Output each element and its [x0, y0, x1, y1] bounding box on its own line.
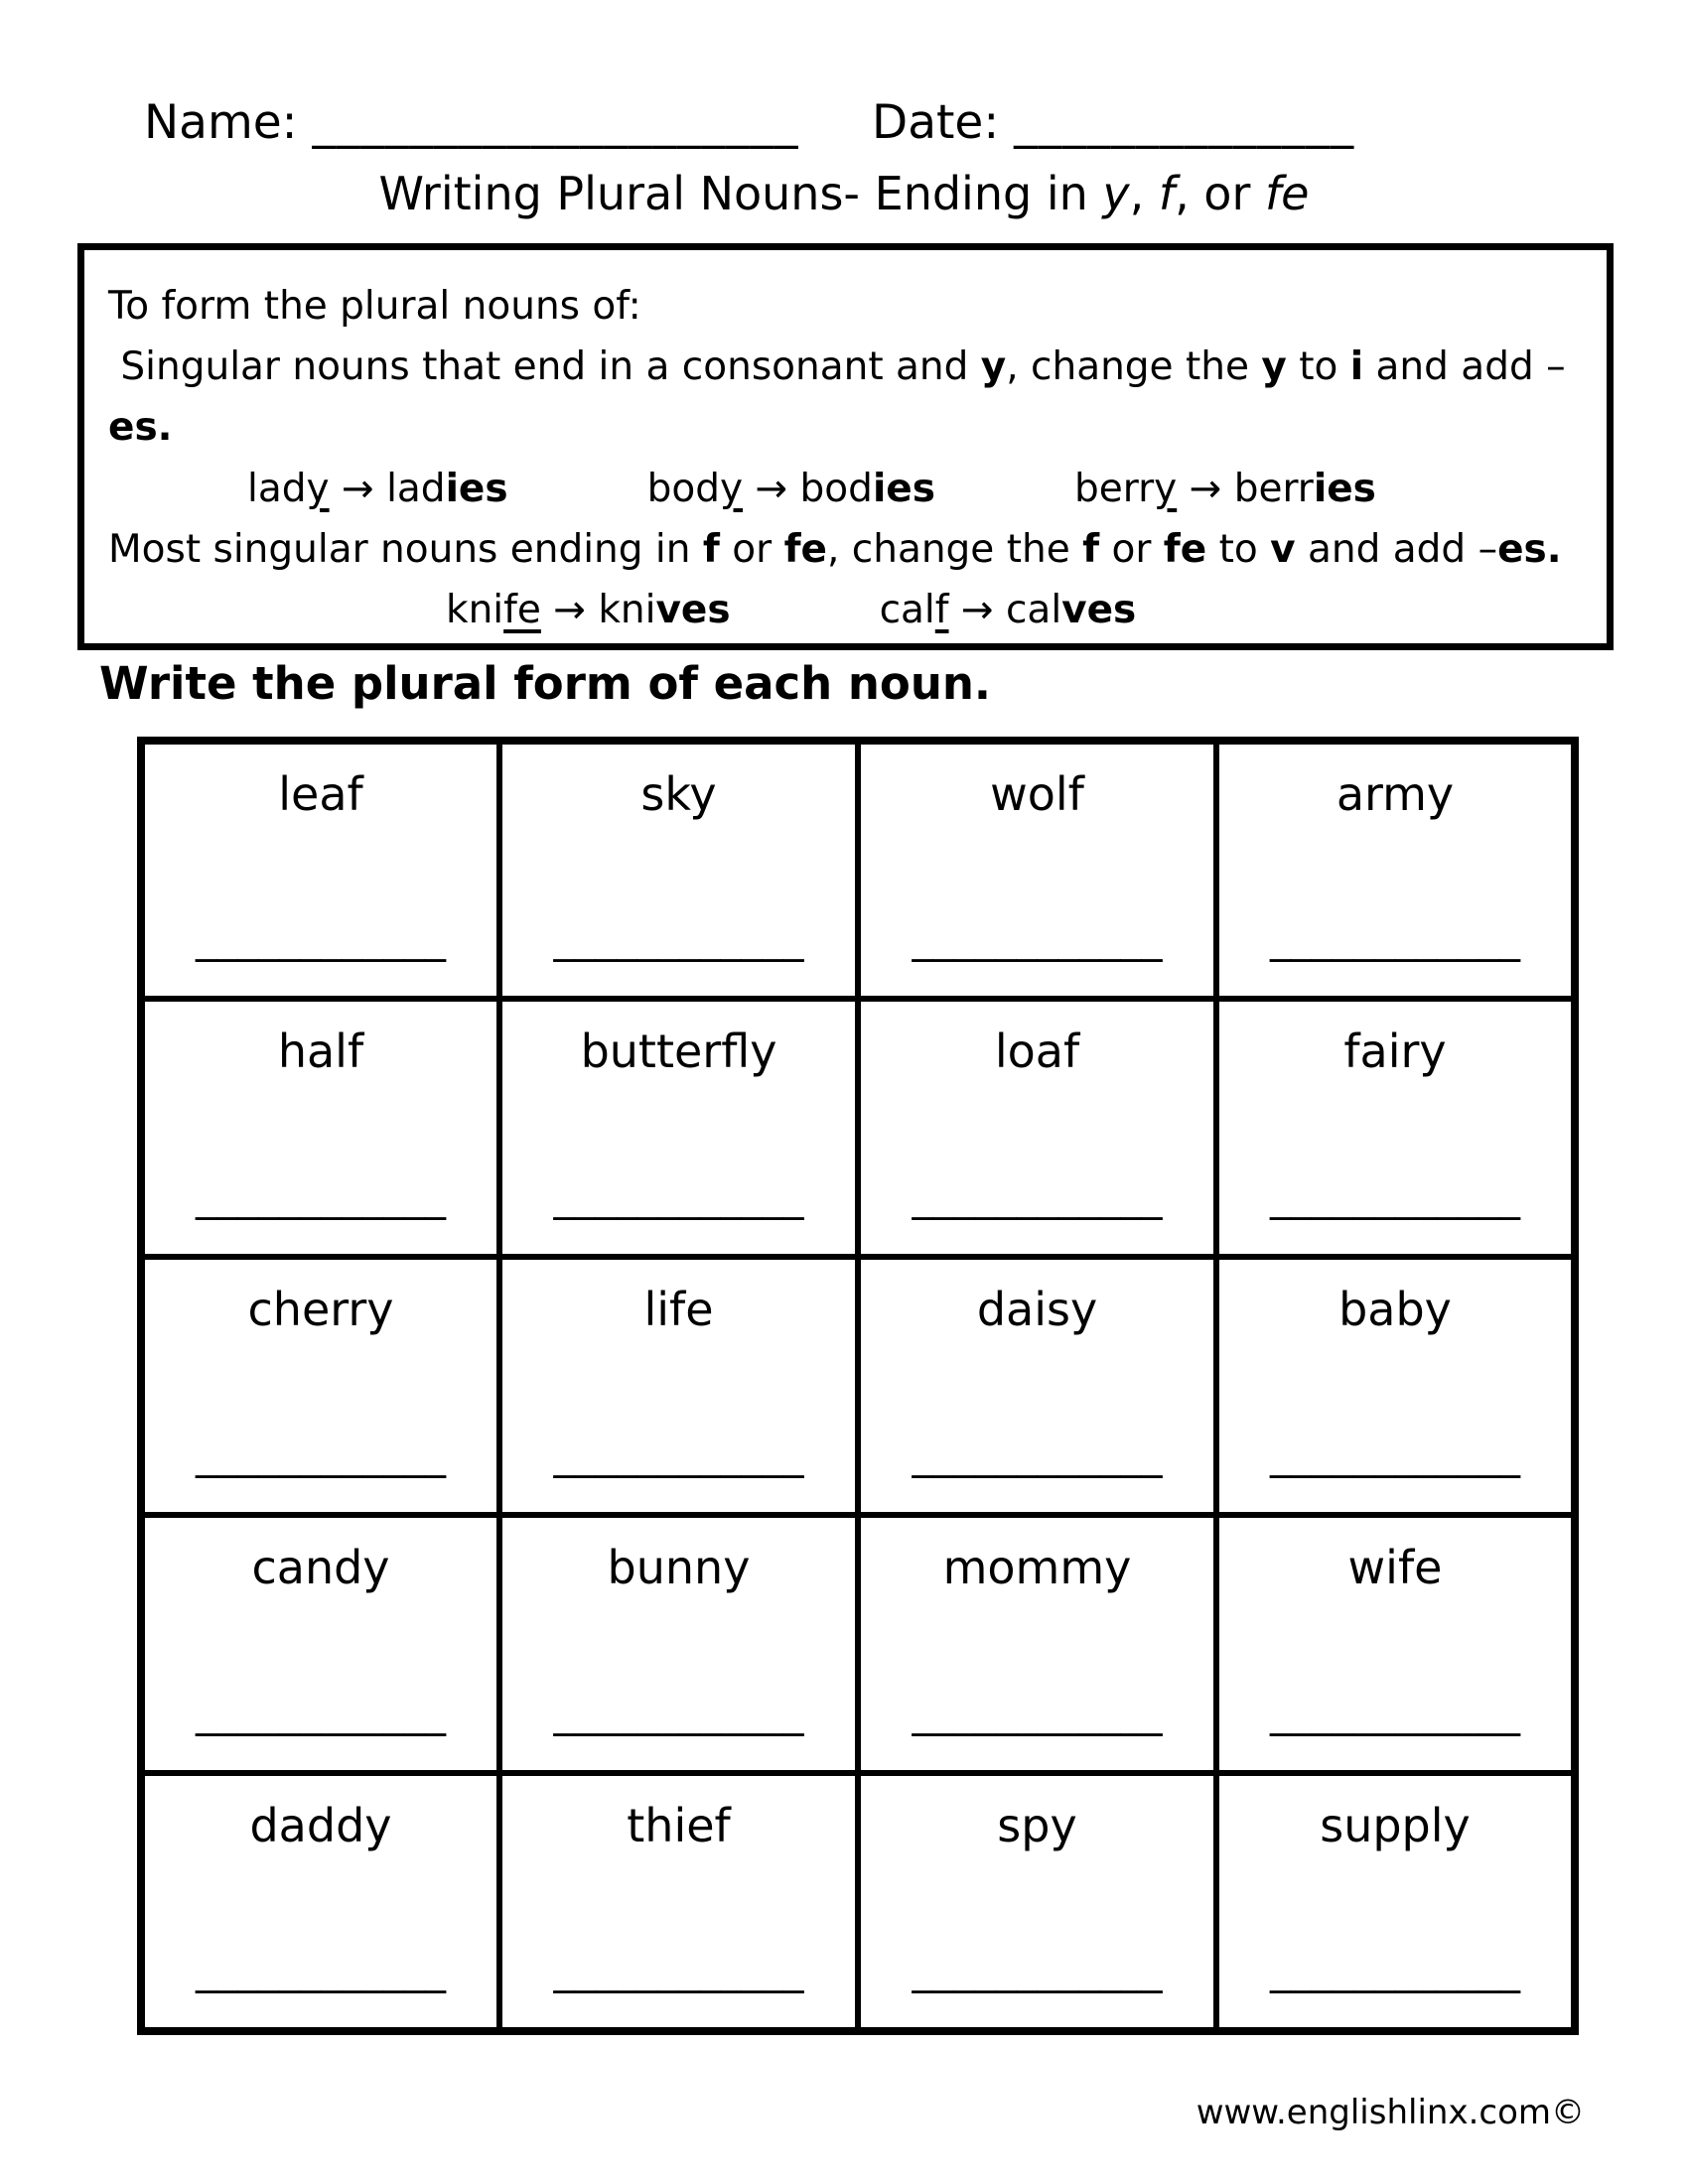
text-run: i — [1349, 344, 1364, 390]
text-run: f — [1158, 167, 1176, 220]
text-run: Singular nouns that end in a consonant and — [108, 344, 981, 390]
text-run: y — [719, 466, 744, 511]
noun-word: butterfly — [580, 1024, 777, 1078]
text-run: fe — [783, 526, 827, 572]
text-run: y — [306, 466, 330, 511]
name-label: Name: — [144, 95, 298, 150]
text-run: , — [1129, 167, 1159, 220]
noun-word: cherry — [247, 1283, 394, 1336]
answer-blank-line[interactable]: ____________ — [912, 1430, 1163, 1478]
text-run: f — [934, 588, 949, 633]
footer-credit: www.englishlinx.com© — [1196, 2093, 1585, 2132]
text-run: ies — [872, 466, 935, 511]
noun-cell — [141, 1257, 499, 1515]
noun-word: sky — [640, 767, 717, 821]
answer-blank-line[interactable]: ____________ — [912, 913, 1163, 962]
date-label: Date: — [872, 95, 1000, 150]
answer-blank-line[interactable]: ____________ — [553, 1171, 804, 1220]
noun-table-body — [141, 741, 1575, 2031]
answer-blank-line[interactable]: ____________ — [912, 1688, 1163, 1736]
text-run: , or — [1175, 167, 1265, 220]
text-run: → bod — [743, 466, 873, 511]
noun-word: spy — [997, 1799, 1077, 1852]
noun-word: life — [643, 1283, 714, 1336]
noun-cell — [499, 1515, 858, 1773]
text-run: and add – — [1295, 526, 1498, 572]
noun-cell — [1216, 1257, 1575, 1515]
text-run: , change the — [826, 526, 1083, 572]
rule-f-line — [108, 519, 1581, 580]
noun-word: candy — [251, 1541, 390, 1594]
noun-cell — [141, 1515, 499, 1773]
text-run: and add – — [1363, 344, 1566, 390]
noun-cell — [1216, 741, 1575, 999]
noun-cell — [1216, 999, 1575, 1257]
noun-word: loaf — [994, 1024, 1080, 1078]
answer-blank-line[interactable]: ____________ — [196, 913, 446, 962]
noun-word: wolf — [990, 767, 1084, 821]
noun-word: mommy — [942, 1541, 1132, 1594]
answer-blank-line[interactable]: ____________ — [196, 1171, 446, 1220]
text-run: ves — [655, 588, 731, 633]
answer-blank-line[interactable]: ____________ — [196, 1430, 446, 1478]
text-run: lad — [247, 466, 307, 511]
text-run: y — [980, 344, 1007, 390]
answer-blank-line[interactable]: ____________ — [912, 1945, 1163, 1993]
f-examples-row — [446, 580, 1581, 640]
table-row — [141, 1515, 1575, 1773]
example-berry — [1074, 459, 1376, 519]
prompt-heading: Write the plural form of each noun. — [99, 657, 992, 710]
text-run: es. — [1497, 526, 1562, 572]
noun-cell — [499, 1257, 858, 1515]
table-row — [141, 1773, 1575, 2031]
text-run: berr — [1073, 466, 1155, 511]
worksheet-title — [0, 167, 1688, 220]
text-run: f — [702, 526, 720, 572]
example-lady — [247, 459, 508, 519]
rules-box — [77, 243, 1614, 650]
text-run: to — [1286, 344, 1350, 390]
text-run: fe — [503, 588, 541, 633]
name-blank-line[interactable]: ____________________ — [312, 95, 799, 150]
noun-cell — [499, 999, 858, 1257]
text-run: fe — [1264, 167, 1310, 220]
noun-word: fairy — [1343, 1024, 1447, 1078]
answer-blank-line[interactable]: ____________ — [1270, 1171, 1520, 1220]
text-run: y — [1154, 466, 1178, 511]
answer-blank-line[interactable]: ____________ — [553, 1688, 804, 1736]
text-run: bod — [646, 466, 720, 511]
rule-intro: To form the plural nouns of: — [108, 284, 641, 329]
noun-word: thief — [627, 1799, 731, 1852]
noun-word: half — [277, 1024, 364, 1078]
noun-word: daddy — [249, 1799, 392, 1852]
noun-word: baby — [1338, 1283, 1452, 1336]
noun-cell — [499, 741, 858, 999]
text-run: cal — [879, 588, 935, 633]
answer-blank-line[interactable]: ____________ — [553, 1945, 804, 1993]
noun-cell — [499, 1773, 858, 2031]
answer-blank-line[interactable]: ____________ — [1270, 1430, 1520, 1478]
text-run: fe — [1163, 526, 1207, 572]
text-run: es. — [108, 405, 173, 451]
text-run: → lad — [329, 466, 446, 511]
example-calf — [880, 580, 1137, 640]
noun-cell — [858, 1257, 1216, 1515]
noun-word: supply — [1320, 1799, 1471, 1852]
text-run: or — [1099, 526, 1164, 572]
text-run: Writing Plural Nouns- Ending in — [378, 167, 1103, 220]
answer-blank-line[interactable]: ____________ — [1270, 913, 1520, 962]
noun-word: bunny — [607, 1541, 751, 1594]
text-run: y — [1102, 167, 1130, 220]
noun-cell — [1216, 1515, 1575, 1773]
table-row — [141, 999, 1575, 1257]
answer-blank-line[interactable]: ____________ — [1270, 1688, 1520, 1736]
answer-blank-line[interactable]: ____________ — [553, 1430, 804, 1478]
noun-cell — [858, 1773, 1216, 2031]
text-run: ies — [1313, 466, 1376, 511]
text-run: kni — [446, 588, 504, 633]
table-row — [141, 1257, 1575, 1515]
name-row — [144, 95, 798, 150]
date-row — [872, 95, 1354, 150]
answer-blank-line[interactable]: ____________ — [196, 1688, 446, 1736]
noun-cell — [858, 741, 1216, 999]
noun-cell — [858, 1515, 1216, 1773]
noun-word: daisy — [976, 1283, 1098, 1336]
noun-cell — [141, 999, 499, 1257]
text-run: y — [1261, 344, 1287, 390]
noun-word: army — [1336, 767, 1455, 821]
text-run: f — [1082, 526, 1100, 572]
text-run: → berr — [1177, 466, 1314, 511]
noun-word: leaf — [278, 767, 363, 821]
text-run: to — [1206, 526, 1271, 572]
rule-y-line — [108, 337, 1581, 397]
example-body — [647, 459, 935, 519]
text-run: → kni — [540, 588, 656, 633]
text-run: → cal — [948, 588, 1062, 633]
noun-table — [137, 737, 1579, 2035]
answer-blank-line[interactable]: ____________ — [912, 1171, 1163, 1220]
text-run: ies — [445, 466, 508, 511]
text-run: , change the — [1006, 344, 1262, 390]
answer-blank-line[interactable]: ____________ — [553, 913, 804, 962]
answer-blank-line[interactable]: ____________ — [196, 1945, 446, 1993]
noun-cell — [141, 1773, 499, 2031]
text-run: ves — [1061, 588, 1137, 633]
noun-cell — [858, 999, 1216, 1257]
rule-y-line-end — [108, 397, 1581, 458]
date-blank-line[interactable]: ______________ — [1014, 95, 1355, 150]
table-row — [141, 741, 1575, 999]
text-run: Most singular nouns ending in — [108, 526, 703, 572]
noun-cell — [141, 741, 499, 999]
answer-blank-line[interactable]: ____________ — [1270, 1945, 1520, 1993]
text-run: v — [1270, 526, 1296, 572]
noun-cell — [1216, 1773, 1575, 2031]
y-examples-row — [247, 459, 1581, 519]
noun-word: wife — [1347, 1541, 1443, 1594]
text-run: or — [719, 526, 784, 572]
example-knife — [446, 580, 731, 640]
